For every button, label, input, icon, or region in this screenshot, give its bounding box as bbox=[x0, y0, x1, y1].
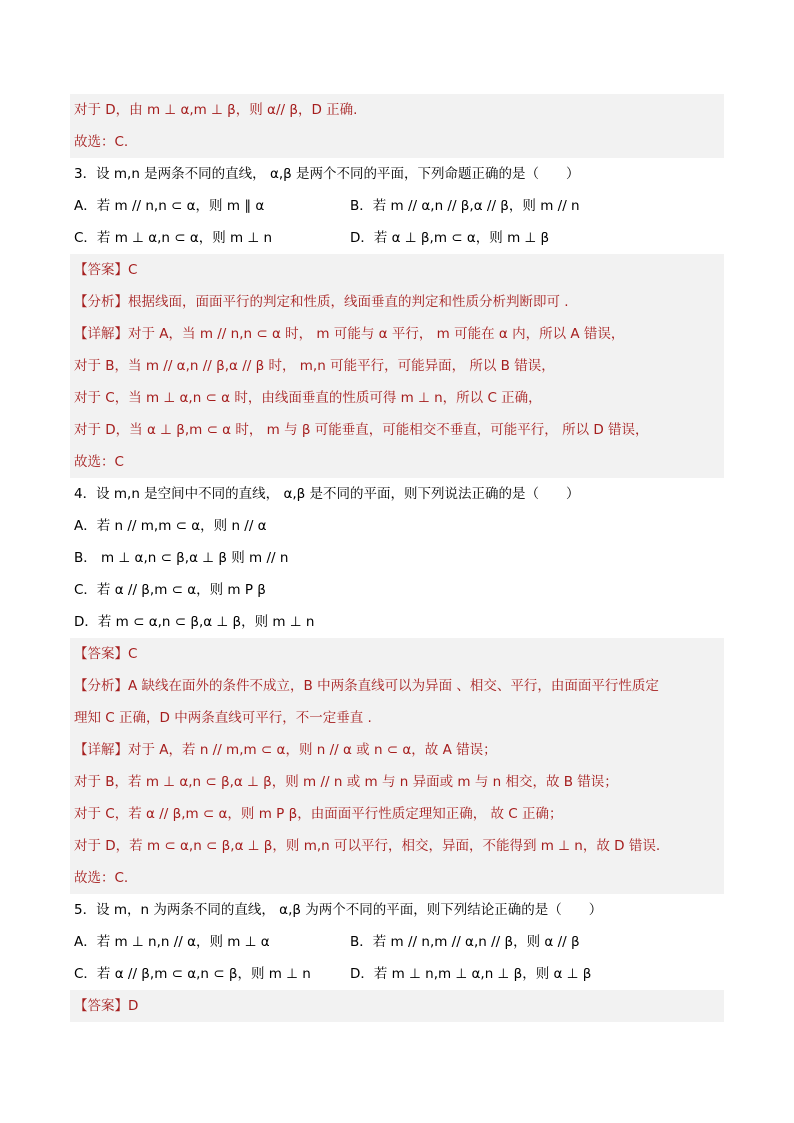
q3-detail-c: 对于 C，当 m ⊥ α,n ⊂ α 时，由线面垂直的性质可得 m ⊥ n，所以 C 正确， bbox=[70, 382, 724, 414]
q3-detail-a: 【详解】对于 A，当 m // n,n ⊂ α 时， m 可能与 α 平行， m 可能在 α 内，所以 A 错误， bbox=[70, 318, 724, 350]
q4-choice: 故选：C. bbox=[70, 862, 724, 894]
q3-option-b: B．若 m // α,n // β,α // β，则 m // n bbox=[350, 198, 580, 214]
q4-detail-a: 【详解】对于 A，若 n // m,m ⊂ α，则 n // α 或 n ⊂ α，故 A 错误； bbox=[70, 734, 724, 766]
q4-option-c: C．若 α // β,m ⊂ α，则 m P β bbox=[74, 582, 266, 598]
q3-stem: 3．设 m,n 是两条不同的直线， α,β 是两个不同的平面，下列命题正确的是（ ） bbox=[74, 166, 580, 182]
q3-option-a: A．若 m // n,n ⊂ α，则 m ∥ α bbox=[74, 198, 265, 214]
q3-option-d: D．若 α ⊥ β,m ⊂ α，则 m ⊥ β bbox=[350, 230, 550, 246]
q4-option-b: B． m ⊥ α,n ⊂ β,α ⊥ β 则 m // n bbox=[74, 550, 289, 566]
q4-detail-c: 对于 C，若 α // β,m ⊂ α，则 m P β，由面面平行性质定理知正确， 故 C 正确； bbox=[70, 798, 724, 830]
q3-detail-b: 对于 B，当 m // α,n // β,α // β 时， m,n 可能平行，可能异面， 所以 B 错误， bbox=[70, 350, 724, 382]
document-body bbox=[70, 94, 724, 1022]
q4-stem: 4．设 m,n 是空间中不同的直线， α,β 是不同的平面，则下列说法正确的是（ ） bbox=[74, 486, 580, 502]
q3-choice: 故选：C bbox=[70, 446, 724, 478]
q3-detail-d: 对于 D，当 α ⊥ β,m ⊂ α 时， m 与 β 可能垂直，可能相交不垂直，可能平行， 所以 D 错误， bbox=[70, 414, 724, 446]
q5-options-row-1 bbox=[70, 926, 724, 958]
q3-answer: 【答案】C bbox=[70, 254, 724, 286]
q4-answer: 【答案】C bbox=[70, 638, 724, 670]
q4-analysis-line-1: 【分析】A 缺线在面外的条件不成立，B 中两条直线可以为异面 、相交、平行，由面面平行性质定 bbox=[70, 670, 724, 702]
q5-option-d: D．若 m ⊥ n,m ⊥ α,n ⊥ β，则 α ⊥ β bbox=[350, 966, 592, 982]
q4-analysis-line-2: 理知 C 正确，D 中两条直线可平行，不一定垂直 . bbox=[70, 702, 724, 734]
q2-detail-d: 对于 D，由 m ⊥ α,m ⊥ β，则 α// β，D 正确. bbox=[70, 94, 724, 126]
q4-option-a: A．若 n // m,m ⊂ α，则 n // α bbox=[74, 518, 267, 534]
q5-answer: 【答案】D bbox=[70, 990, 724, 1022]
q4-option-d: D．若 m ⊂ α,n ⊂ β,α ⊥ β，则 m ⊥ n bbox=[74, 614, 315, 630]
q3-options-row-2 bbox=[70, 222, 724, 254]
q5-stem: 5．设 m，n 为两条不同的直线， α,β 为两个不同的平面，则下列结论正确的是（ ） bbox=[74, 902, 603, 918]
q3-option-c: C．若 m ⊥ α,n ⊂ α，则 m ⊥ n bbox=[74, 230, 273, 246]
q3-analysis: 【分析】根据线面，面面平行的判定和性质，线面垂直的判定和性质分析判断即可 . bbox=[70, 286, 724, 318]
q5-option-b: B．若 m // n,m // α,n // β，则 α // β bbox=[350, 934, 580, 950]
q4-detail-d: 对于 D，若 m ⊂ α,n ⊂ β,α ⊥ β，则 m,n 可以平行，相交，异面，不能得到 m ⊥ n，故 D 错误. bbox=[70, 830, 724, 862]
q4-detail-b: 对于 B，若 m ⊥ α,n ⊂ β,α ⊥ β，则 m // n 或 m 与 n 异面或 m 与 n 相交，故 B 错误； bbox=[70, 766, 724, 798]
q5-option-c: C．若 α // β,m ⊂ α,n ⊂ β，则 m ⊥ n bbox=[74, 966, 311, 982]
q5-options-row-2 bbox=[70, 958, 724, 990]
q3-options-row-1 bbox=[70, 190, 724, 222]
q2-choice: 故选：C. bbox=[70, 126, 724, 158]
q5-option-a: A．若 m ⊥ n,n // α，则 m ⊥ α bbox=[74, 934, 270, 950]
